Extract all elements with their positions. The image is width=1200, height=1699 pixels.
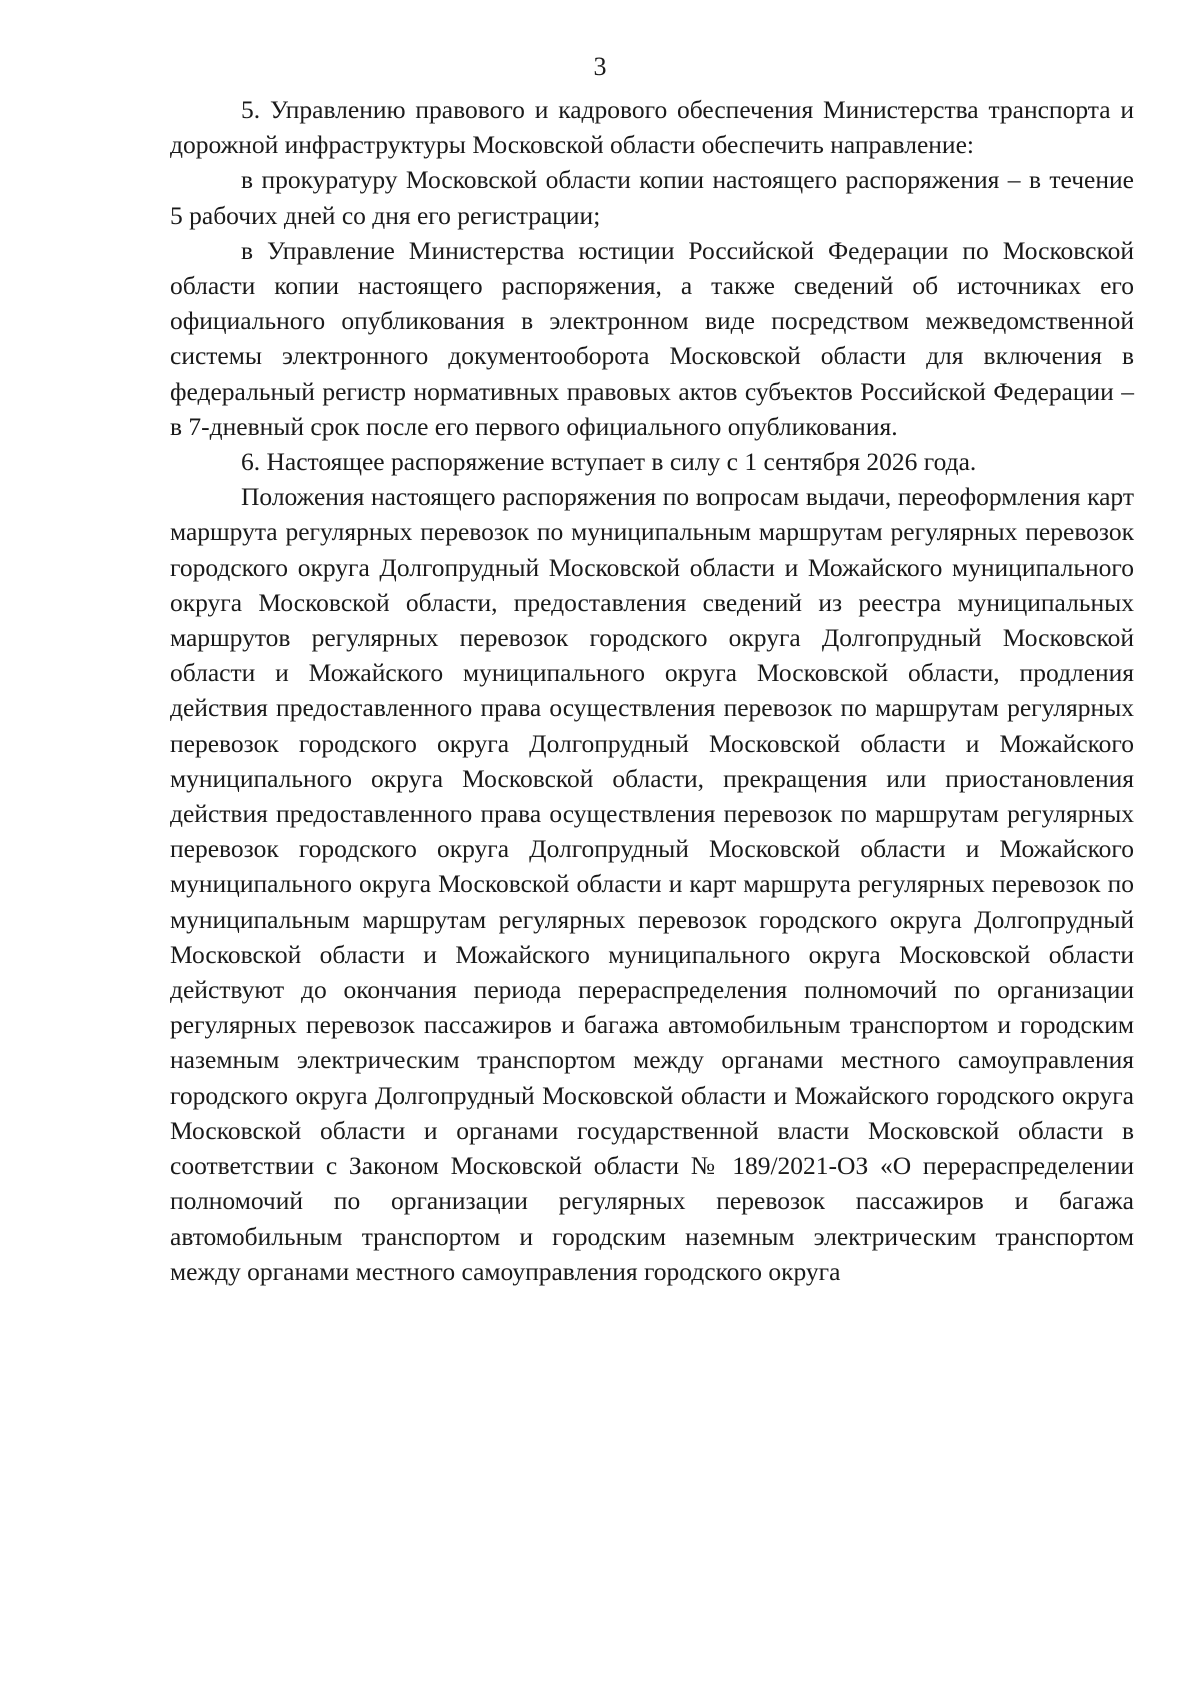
paragraph-5-legal-dept: 5. Управлению правового и кадрового обеспечения Министерства транспорта и дорожной инфраструктуры Московской области обеспечить направление: [170,95,1134,160]
page-number: 3 [593,52,607,81]
paragraph-justice-ministry: в Управление Министерства юстиции Российской Федерации по Московской области копии настоящего распоряжения, а также сведений об источниках его официального опубликования в электронном виде посредством межведомственной системы электронного документооборота Московской области для включения в федеральный регистр нормативных правовых актов субъектов Российской Федерации – в 7-дневный срок после его первого официального опубликования. [170,235,1134,441]
paragraph-provisions: Положения настоящего распоряжения по вопросам выдачи, переоформления карт маршрута регулярных перевозок по муниципальным маршрутам регулярных перевозок городского округа Долгопрудный Московской области и Можайского муниципального округа Московской области, предоставления сведений из реестра муниципальных маршрутов регулярных перевозок городского округа Долгопрудный Московской области и Можайского муниципального округа Московской области, продления действия предоставленного права осуществления перевозок по маршрутам регулярных перевозок городского округа Долгопрудный Московской области и Можайского муниципального округа Московской области, прекращения или приостановления действия предоставленного права осуществления перевозок по маршрутам регулярных перевозок городского округа Долгопрудный Московской области и Можайского муниципального округа Московской области и карт маршрута регулярных перевозок по муниципальным маршрутам регулярных перевозок городского округа Долгопрудный Московской области и Можайского муниципального округа Московской области действуют до окончания периода перераспределения полномочий по организации регулярных перевозок пассажиров и багажа автомобильным транспортом и городским наземным электрическим транспортом между органами местного самоуправления городского округа Долгопрудный Московской области и Можайского городского округа Московской области и органами государственной власти Московской области в соответствии с Законом Московской области № 189/2021-ОЗ «О перераспределении полномочий по организации регулярных перевозок пассажиров и багажа автомобильным транспортом и городским наземным электрическим транспортом между органами местного самоуправления городского округа [170,482,1134,1286]
paragraph-prosecutor: в прокуратуру Московской области копии настоящего распоряжения – в течение 5 рабочих дней со дня его регистрации; [170,165,1134,230]
document-body [170,92,1134,1289]
paragraph-6-effective-date: 6. Настоящее распоряжение вступает в силу с 1 сентября 2026 года. [241,447,977,477]
